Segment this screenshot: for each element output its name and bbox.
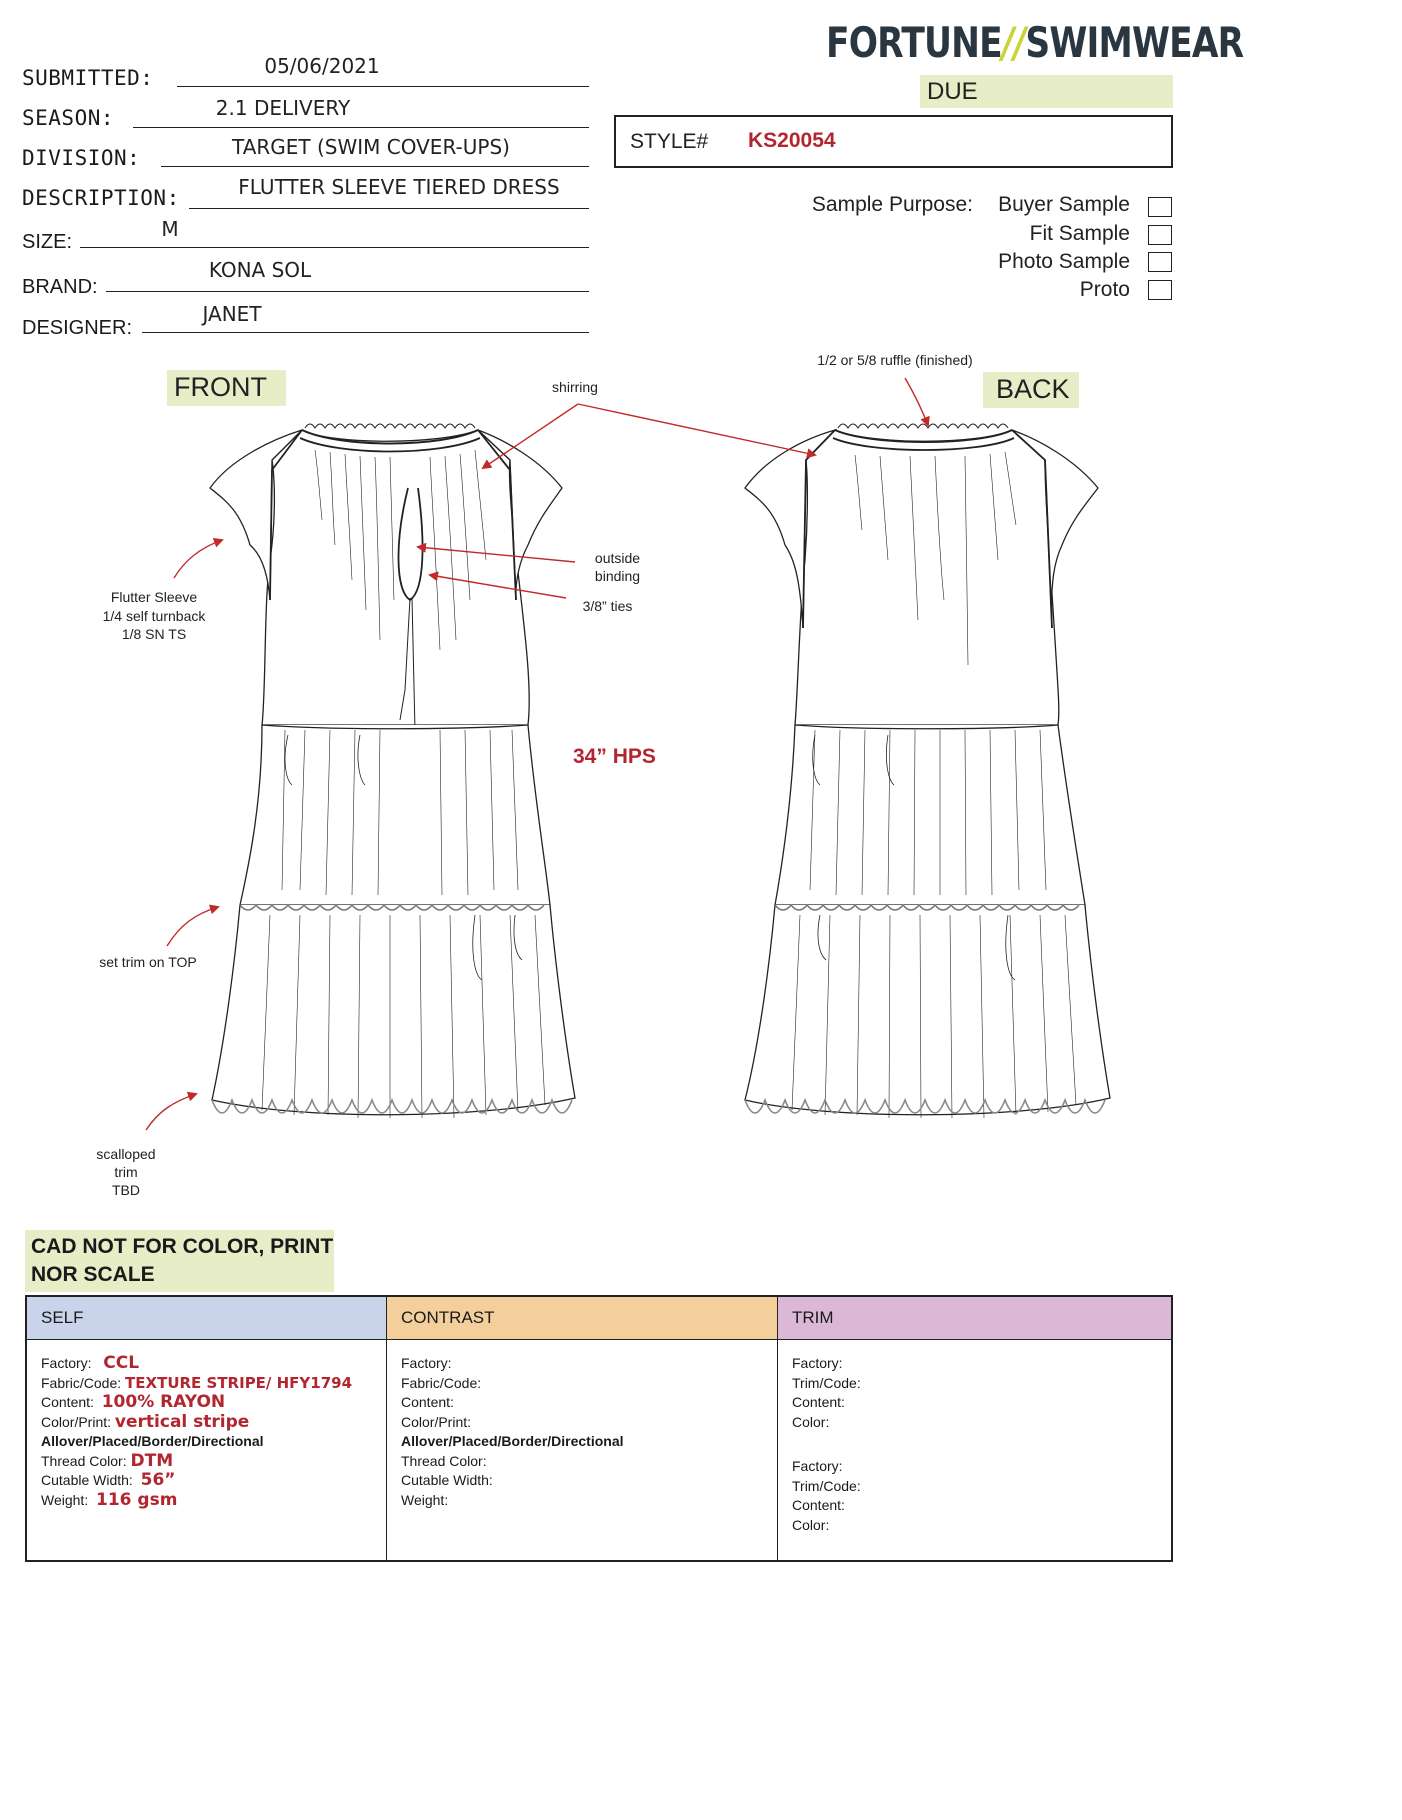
- contrast-factory-label: Factory:: [401, 1355, 452, 1371]
- callout-shirring: shirring: [552, 379, 598, 395]
- contrast-placement: Allover/Placed/Border/Directional: [401, 1433, 624, 1449]
- callout-scallop-2: trim: [114, 1164, 138, 1180]
- fabric-table: [25, 1295, 1173, 1562]
- option-photo-sample-label: Photo Sample: [998, 250, 1130, 273]
- trim-color-label-1: Color:: [792, 1413, 830, 1430]
- self-details: [26, 1340, 387, 1562]
- trim-details: [778, 1340, 1173, 1562]
- brand-label: BRAND:: [22, 276, 98, 298]
- division-value[interactable]: TARGET (SWIM COVER-UPS): [232, 135, 510, 159]
- season-label: SEASON:: [22, 106, 115, 130]
- trim-color-label-2: Color:: [792, 1516, 830, 1533]
- description-value[interactable]: FLUTTER SLEEVE TIERED DRESS: [238, 175, 560, 199]
- cad-note: [25, 1230, 334, 1292]
- contrast-header: CONTRAST: [387, 1296, 778, 1340]
- arrow-ruffle: [905, 378, 928, 425]
- contrast-code-label: Fabric/Code:: [401, 1374, 482, 1391]
- self-weight-label: Weight:: [41, 1491, 89, 1508]
- contrast-content-label: Content:: [401, 1394, 454, 1410]
- option-fit-sample-label: Fit Sample: [1029, 222, 1130, 245]
- callout-scallop-1: scalloped: [96, 1146, 156, 1162]
- callout-outside-binding-1: outside: [594, 550, 641, 566]
- callout-flutter-1: Flutter Sleeve: [110, 589, 198, 605]
- arrow-set-trim: [167, 907, 218, 946]
- trim-code-label-2: Trim/Code:: [792, 1477, 861, 1494]
- self-content-label: Content:: [41, 1394, 94, 1410]
- option-buyer-sample-label: Buyer Sample: [998, 193, 1130, 216]
- callout-outside-binding-2: binding: [594, 568, 641, 584]
- self-width-label: Cutable Width:: [41, 1472, 133, 1488]
- contrast-details: [387, 1340, 778, 1562]
- contrast-thread-label: Thread Color:: [401, 1452, 487, 1469]
- front-dress-sketch: [210, 424, 575, 1118]
- contrast-width-label: Cutable Width:: [401, 1472, 493, 1488]
- trim-content-label-1: Content:: [792, 1394, 845, 1410]
- self-factory-label: Factory:: [41, 1355, 92, 1371]
- callout-ties: 3/8” ties: [582, 598, 633, 614]
- callout-set-trim: set trim on TOP: [99, 954, 197, 970]
- due-label: DUE: [927, 78, 978, 105]
- self-placement: Allover/Placed/Border/Directional: [41, 1433, 264, 1449]
- self-header: SELF: [26, 1296, 387, 1340]
- arrow-flutter-sleeve: [174, 540, 222, 578]
- back-dress-sketch: [745, 424, 1110, 1118]
- back-label: BACK: [996, 374, 1070, 404]
- callout-ruffle: 1/2 or 5/8 ruffle (finished): [817, 352, 973, 368]
- season-value[interactable]: 2.1 DELIVERY: [215, 96, 351, 120]
- self-width-value: 56”: [140, 1470, 176, 1490]
- trim-factory-label-1: Factory:: [792, 1355, 843, 1371]
- callout-flutter-3: 1/8 SN TS: [121, 626, 187, 642]
- self-factory-value: CCL: [103, 1353, 140, 1373]
- self-color-label: Color/Print:: [41, 1413, 112, 1430]
- trim-content-label-2: Content:: [792, 1497, 845, 1513]
- style-number: KS20054: [748, 129, 836, 152]
- trim-code-label-1: Trim/Code:: [792, 1374, 861, 1391]
- self-color-value: vertical stripe: [114, 1411, 250, 1432]
- description-label: DESCRIPTION:: [22, 186, 180, 210]
- contrast-color-label: Color/Print:: [401, 1413, 472, 1430]
- company-logo: FORTUNE//SWIMWEAR: [826, 18, 1244, 67]
- self-content-value: 100% RAYON: [101, 1392, 226, 1412]
- self-thread-label: Thread Color:: [41, 1452, 127, 1469]
- trim-header: TRIM: [778, 1296, 1173, 1340]
- brand-value[interactable]: KONA SOL: [208, 258, 312, 282]
- cad-note-line1: CAD NOT FOR COLOR, PRINT: [31, 1235, 334, 1258]
- callout-flutter-2: 1/4 self turnback: [102, 608, 206, 624]
- style-label: STYLE#: [630, 130, 709, 153]
- option-proto-label: Proto: [1079, 278, 1130, 301]
- contrast-weight-label: Weight:: [401, 1491, 449, 1508]
- size-label: SIZE:: [22, 231, 73, 253]
- front-label: FRONT: [174, 372, 267, 402]
- division-label: DIVISION:: [22, 146, 141, 170]
- arrow-shirring-back: [578, 404, 815, 455]
- self-code-label: Fabric/Code:: [41, 1374, 122, 1391]
- self-thread-value: DTM: [130, 1450, 174, 1471]
- cad-note-line2: NOR SCALE: [31, 1263, 155, 1286]
- submitted-label: SUBMITTED:: [22, 66, 154, 90]
- sample-purpose-label: Sample Purpose:: [811, 193, 973, 216]
- trim-factory-label-2: Factory:: [792, 1458, 843, 1474]
- designer-value[interactable]: JANET: [202, 302, 262, 326]
- hps-measurement: 34” HPS: [573, 745, 656, 768]
- self-weight-value: 116 gsm: [96, 1489, 178, 1510]
- designer-label: DESIGNER:: [22, 317, 133, 339]
- submitted-value[interactable]: 05/06/2021: [264, 54, 380, 78]
- size-value[interactable]: M: [161, 217, 179, 241]
- callout-scallop-3: TBD: [112, 1182, 140, 1198]
- arrow-scallop-trim: [146, 1094, 196, 1130]
- self-code-value: TEXTURE STRIPE/ HFY1794: [125, 1373, 353, 1392]
